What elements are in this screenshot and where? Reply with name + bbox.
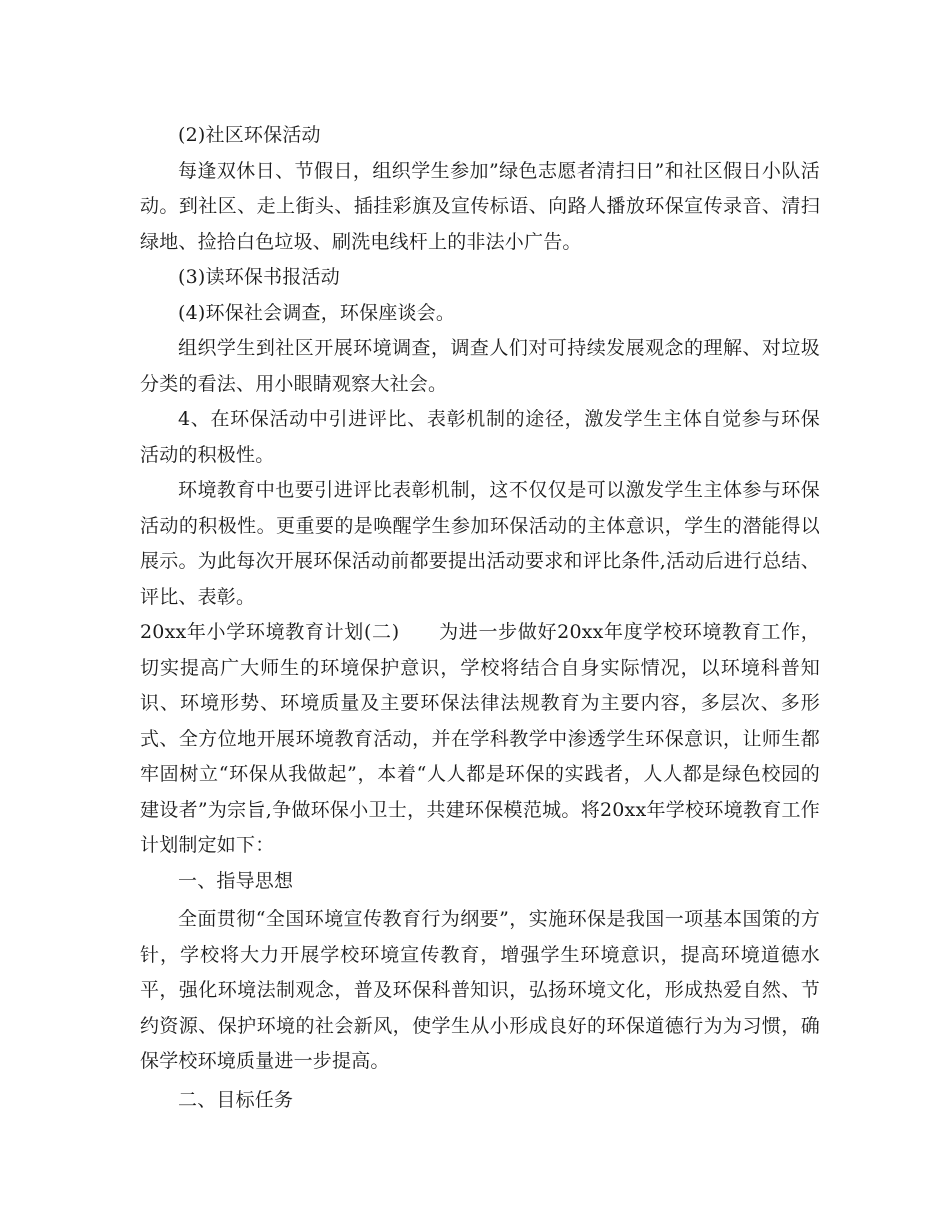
- section-heading: 二、目标任务: [178, 1088, 294, 1111]
- subsection-heading: (4)环保社会调查，环保座谈会。: [178, 301, 456, 324]
- subsection-heading: (2)社区环保活动: [178, 124, 321, 146]
- body-paragraph: 环境教育中也要引进评比表彰机制，这不仅仅是可以激发学生主体参与环保活动的积极性。更重要的是唤醒学生参加环保活动的主体意识，学生的潜能得以展示。为此每次开展环保活动前都要提出活动要求和评比条件,活动后进行总结、评比、表彰。: [140, 479, 820, 608]
- plan-intro-paragraph: 20xx年小学环境教育计划(二) 为进一步做好20xx年度学校环境教育工作，切实提高广大师生的环境保护意识，学校将结合自身实际情况，以环境科普知识、环境形势、环境质量及主要环保法律法规教育为主要内容，多层次、多形式、全方位地开展环境教育活动，并在学科教学中渗透学生环保意识，让师生都牢固树立“环保从我做起”，本着“人人都是环保的实践者，人人都是绿色校园的建设者”为宗旨,争做环保小卫士，共建环保模范城。将20xx年学校环境教育工作计划制定如下：: [140, 621, 820, 856]
- body-paragraph: 每逢双休日、节假日，组织学生参加”绿色志愿者清扫日”和社区假日小队活动。到社区、走上街头、插挂彩旗及宣传标语、向路人播放环保宣传录音、清扫绿地、捡拾白色垃圾、刷洗电线杆上的非法小广告。: [140, 159, 820, 253]
- body-paragraph: 全面贯彻“全国环境宣传教育行为纲要”，实施环保是我国一项基本国策的方针，学校将大力开展学校环境宣传教育，增强学生环境意识，提高环境道德水平，强化环境法制观念，普及环保科普知识，弘扬环境文化，形成热爱自然、节约资源、保护环境的社会新风，使学生从小形成良好的环保道德行为为习惯，确保学校环境质量进一步提高。: [140, 908, 820, 1072]
- numbered-heading: 4、在环保活动中引进评比、表彰机制的途径，激发学生主体自觉参与环保活动的积极性。: [140, 408, 820, 466]
- section-heading: 一、指导思想: [178, 869, 294, 892]
- subsection-heading: (3)读环保书报活动: [178, 266, 340, 288]
- document-body: [140, 118, 820, 1118]
- body-paragraph: 组织学生到社区开展环境调查，调查人们对可持续发展观念的理解、对垃圾分类的看法、用小眼睛观察大社会。: [140, 337, 820, 395]
